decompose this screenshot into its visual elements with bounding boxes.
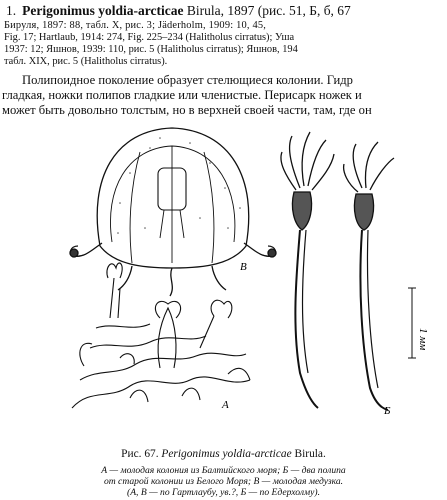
paragraph-line-3: может быть довольно толстым, но в верхней своей части, там, где он bbox=[2, 103, 372, 117]
figure-label-b: Б bbox=[384, 405, 391, 417]
reference-line-3: 1937: 12; Яшнов, 1939: 110, рис. 5 (Halitholus cirratus); Яшнов, 194 bbox=[4, 44, 298, 55]
reference-line-2: Fig. 17; Hartlaub, 1914: 274, Fig. 225–234 (Halitholus cirratus); Уша bbox=[4, 32, 295, 43]
polyps-drawing bbox=[281, 132, 416, 410]
caption-author: Birula. bbox=[294, 448, 326, 460]
caption-line-3: (А, В — по Гартлаубу, ув.?, Б — по Едерхолму). bbox=[127, 487, 320, 498]
paragraph-line-1: Полипоидное поколение образует стелющиеся колонии. Гидр bbox=[22, 73, 353, 87]
figure-illustration bbox=[0, 118, 447, 418]
colony-drawing bbox=[72, 263, 250, 408]
figure-caption-title bbox=[0, 448, 447, 460]
heading-author-year: Birula, 1897 (рис. 51, Б, б, 67 bbox=[186, 3, 351, 18]
heading-number: 1. bbox=[6, 3, 17, 18]
reference-line-1: Бируля, 1897: 88, табл. X, рис. 3; Jäderholm, 1909: 10, 45, bbox=[4, 20, 267, 31]
caption-line-1: А — молодая колония из Балтийского моря; Б — два полипа bbox=[101, 465, 346, 476]
reference-line-4: табл. XIX, рис. 5 (Halitholus cirratus). bbox=[4, 56, 168, 67]
paragraph-line-2: гладкая, ножки полипов гладкие или членистые. Перисарк ножек и bbox=[2, 88, 362, 102]
caption-prefix: Рис. 67. bbox=[121, 448, 159, 460]
figure-label-a: А bbox=[222, 399, 229, 411]
caption-species: Perigonimus yoldia-arcticae bbox=[161, 448, 292, 460]
heading-species: Perigonimus yoldia-arcticae bbox=[22, 3, 184, 18]
species-heading bbox=[6, 3, 351, 19]
caption-line-2: от старой колонии из Белого Моря; В — молодая медузка. bbox=[103, 476, 344, 487]
scale-bar-label: 1 мм bbox=[417, 328, 429, 351]
figure-label-v: В bbox=[240, 261, 247, 273]
